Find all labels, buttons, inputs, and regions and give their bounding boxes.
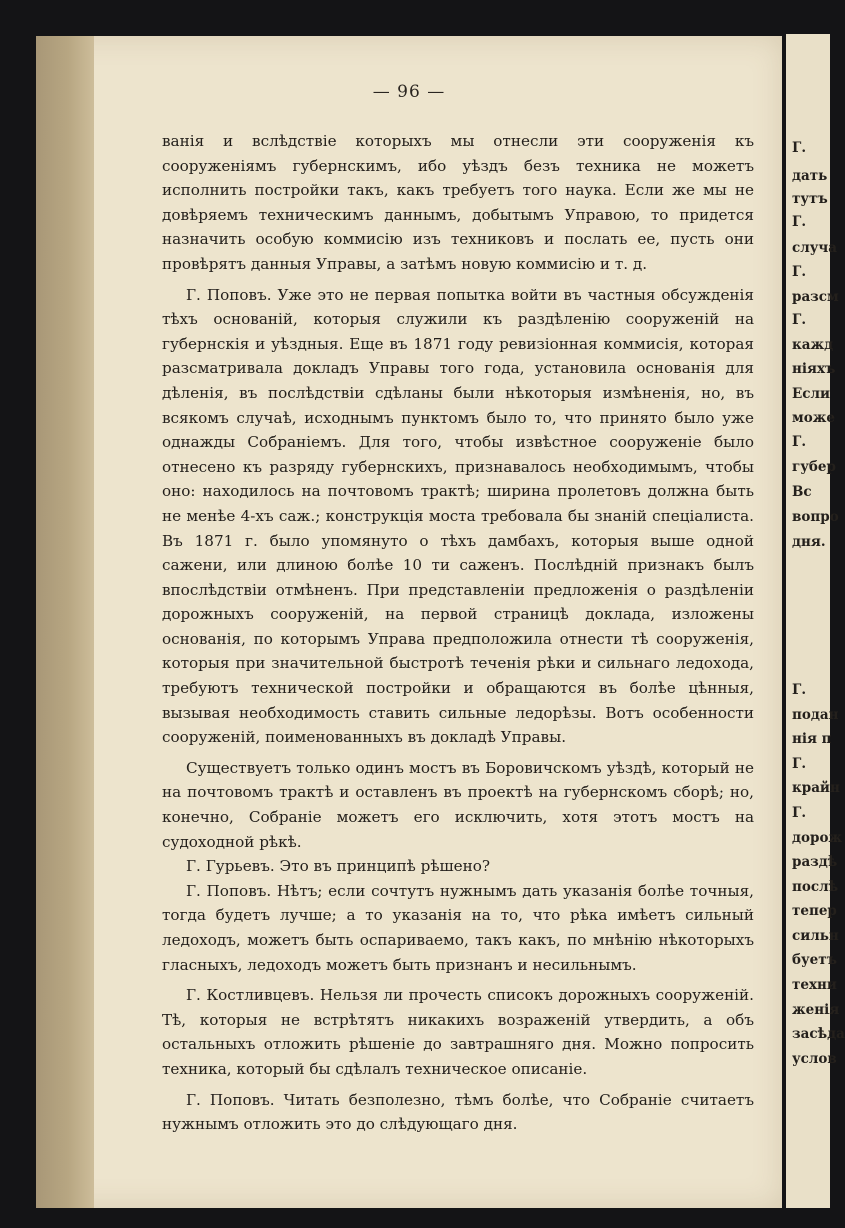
adjacent-text-fragment: губер: [792, 459, 836, 475]
adjacent-text-fragment: крайн: [792, 780, 840, 796]
adjacent-text-fragment: Г.: [792, 140, 807, 156]
adjacent-text-fragment: раздѣ: [792, 854, 838, 870]
adjacent-text-fragment: буетъ: [792, 952, 837, 968]
page-number: — 96 —: [372, 82, 446, 102]
paragraph: Г. Костливцевъ. Нельзя ли прочесть списокъ дорожныхъ сооруженій. Тѣ, которыя не встрѣтятъ никакихъ возраженій утвердить, а объ остальныхъ отложить рѣшеніе до завтрашняго дня. Можно попросить техника, который бы сдѣлалъ техническое описаніе.: [162, 986, 754, 1078]
adjacent-text-fragment: женія: [792, 1002, 840, 1018]
adjacent-text-fragment: Г.: [792, 682, 807, 698]
paragraph: Г. Поповъ. Читать безполезно, тѣмъ болѣе, что Собраніе считаетъ нужнымъ отложить это до слѣдующаго дня.: [162, 1090, 754, 1134]
paragraph: Г. Поповъ. Уже это не первая попытка войти въ частныя обсужденія тѣхъ основаній, которыя служили къ раздѣленію сооруженій на губернскія и уѣздныя. Еще въ 1871 году ревизіонная коммисія, которая разсматривала докладъ Управы того года, установила основанія для дѣленія, въ послѣдствіи сдѣланы были нѣкоторыя измѣненія, но, въ всякомъ случаѣ, исходнымъ пунктомъ было то, что принято было уже однажды Собраніемъ. Для того, чтобы извѣстное сооруженіе было отнесено къ разряду губернскихъ, признавалось необходимымъ, чтобы оно: находилось на почтовомъ трактѣ; ширина пролетовъ должна быть не менѣе 4-хъ саж.; конструкція моста требовала бы знаній спеціалиста. Въ 1871 г. было упомянуто о тѣхъ дамбахъ, которыя выше одной сажени, или длиною болѣе 10 ти саженъ. Послѣдній признакъ былъ впослѣдствіи отмѣненъ. При представленіи предложенія о раздѣленіи дорожныхъ сооруженій, на первой страницѣ доклада, изложены основанія, по которымъ Управа предположила отнести тѣ сооруженія, которыя при значительной быстротѣ теченія рѣки и сильнаго ледохода, требуютъ технической постройки и обращаются въ болѣе цѣнныя, вызывая необходимость ставить сильные ледорѣзы. Вотъ особенности сооруженій, поименованныхъ въ докладѣ Управы.: [162, 285, 754, 747]
adjacent-text-fragment: дня.: [792, 534, 826, 550]
adjacent-text-fragment: Если: [792, 386, 831, 402]
adjacent-text-fragment: Г.: [792, 264, 807, 280]
page-gutter: [36, 36, 94, 1208]
adjacent-text-fragment: Г.: [792, 756, 807, 772]
adjacent-text-fragment: подан: [792, 707, 839, 723]
adjacent-text-fragment: послѣ: [792, 879, 839, 895]
paragraph: Существуетъ только одинъ мостъ въ Боровичскомъ уѣздѣ, который не на почтовомъ трактѣ и оставленъ въ проектѣ на губернскомъ сборѣ; но, конечно, Собраніе можетъ его исключить, хотя этотъ мостъ на судоходной рѣкѣ.: [162, 758, 754, 851]
adjacent-text-fragment: Г.: [792, 805, 807, 821]
adjacent-text-fragment: нія п: [792, 731, 832, 747]
adjacent-text-fragment: кажд: [792, 337, 834, 353]
adjacent-text-fragment: Г.: [792, 312, 807, 328]
book-page: [36, 36, 782, 1208]
adjacent-text-fragment: услов: [792, 1051, 837, 1067]
paragraph: Г. Поповъ. Нѣтъ; если сочтутъ нужнымъ дать указанія болѣе точныя, тогда будетъ лучше; а то указанія на то, что рѣка имѣетъ сильный ледоходъ, можетъ быть оспариваемо, такъ какъ, по мнѣнію нѣкоторыхъ гласныхъ, ледоходъ можетъ быть признанъ и несильнымъ.: [162, 881, 754, 974]
adjacent-text-fragment: Г.: [792, 434, 807, 450]
adjacent-text-fragment: сильн: [792, 928, 839, 944]
adjacent-text-fragment: тепер: [792, 903, 837, 919]
adjacent-text-fragment: вопро: [792, 509, 839, 525]
adjacent-text-fragment: дать: [792, 168, 828, 184]
page-body: [162, 129, 754, 1137]
adjacent-text-fragment: техни: [792, 977, 837, 993]
adjacent-text-fragment: Вс: [792, 484, 812, 500]
adjacent-page-edge: [786, 34, 845, 1208]
adjacent-text-fragment: Г.: [792, 214, 807, 230]
adjacent-text-fragment: ніяхъ: [792, 361, 836, 377]
adjacent-text-fragment: дорож: [792, 830, 843, 846]
adjacent-text-fragment: може: [792, 410, 835, 426]
paragraph: ванія и вслѣдствіе которыхъ мы отнесли эти сооруженія къ сооруженіямъ губернскимъ, ибо уѣздъ безъ техника не можетъ исполнить постройки такъ, какъ требуетъ того наука. Если же мы не довѣряемъ техническимъ даннымъ, добытымъ Управою, то придется назначить особую коммисію изъ техниковъ и послать ее, пусть они провѣрятъ данныя Управы, а затѣмъ новую коммисію и т. д.: [162, 132, 754, 273]
adjacent-text-fragment: тутъ: [792, 191, 828, 207]
adjacent-text-fragment: разсм: [792, 289, 839, 305]
adjacent-text-fragment: случа: [792, 240, 838, 256]
paragraph: Г. Гурьевъ. Это въ принципѣ рѣшено?: [186, 857, 491, 876]
adjacent-text-fragment: засѣда: [792, 1026, 845, 1042]
